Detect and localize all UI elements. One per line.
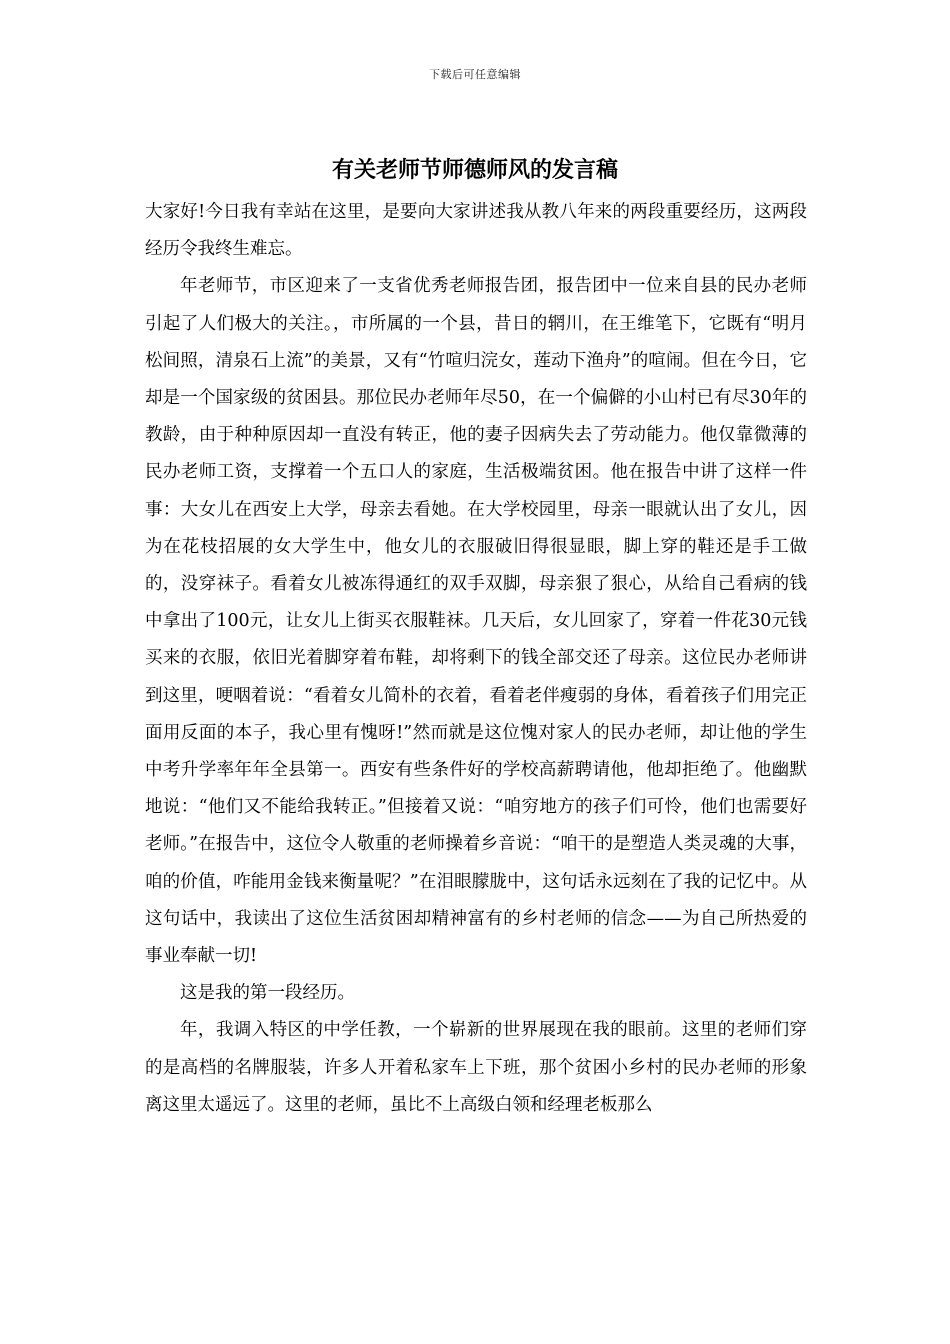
header-note: 下载后可任意编辑 — [429, 68, 521, 81]
paragraph-first-experience-summary: 这是我的第一段经历。 — [180, 983, 355, 1004]
paragraph-first-experience: 年老师节，市区迎来了一支省优秀老师报告团，报告团中一位来自县的民办老师引起了人们极大的关注。，市所属的一个县，昔日的辋川，在王维笔下，它既有“明月松间照，清泉石上流”的美景，又有“竹喧归浣女，莲动下渔舟”的喧闹。但在今日，它却是一个国家级的贫困县。那位民办老师年尽50，在一个偏僻的小山村已有尽30年的教龄，由于种种原因却一直没有转正，他的妻子因病失去了劳动能力。他仅靠微薄的民办老师工资，支撑着一个五口人的家庭，生活极端贫困。他在报告中讲了这样一件事：大女儿在西安上大学，母亲去看她。在大学校园里，母亲一眼就认出了女儿，因为在花枝招展的女大学生中，他女儿的衣服破旧得很显眼，脚上穿的鞋还是手工做的，没穿袜子。看着女儿被冻得通红的双手双脚，母亲狠了狠心，从给自己看病的钱中拿出了100元，让女儿上街买衣服鞋袜。几天后，女儿回家了，穿着一件花30元钱买来的衣服，依旧光着脚穿着布鞋，却将剩下的钱全部交还了母亲。这位民办老师讲到这里，哽咽着说：“看着女儿简朴的衣着，看着老伴瘦弱的身体，看着孩子们用完正面用反面的本子，我心里有愧呀!”然而就是这位愧对家人的民办老师，却让他的学生中考升学率年年全县第一。西安有些条件好的学校高薪聘请他，他却拒绝了。他幽默地说：“他们又不能给我转正。”但接着又说：“咱穷地方的孩子们可怜，他们也需要好老师。”在报告中，这位令人敬重的老师操着乡音说：“咱干的是塑造人类灵魂的大事，咱的价值，咋能用金钱来衡量呢？”在泪眼朦胧中，这句话永远刻在了我的记忆中。从这句话中，我读出了这位生活贫困却精神富有的乡村老师的信念——为自己所热爱的事业奉献一切! — [145, 276, 807, 967]
paragraph-greeting: 大家好!今日我有幸站在这里，是要向大家讲述我从教八年来的两段重要经历，这两段经历令我终生难忘。 — [145, 202, 807, 260]
document-body — [145, 194, 807, 1124]
paragraph-second-experience: 年，我调入特区的中学任教，一个崭新的世界展现在我的眼前。这里的老师们穿的是高档的名牌服装，许多人开着私家车上下班，那个贫困小乡村的民办老师的形象离这里太遥远了。这里的老师，虽比不上高级白领和经理老板那么 — [145, 1020, 807, 1115]
document-title: 有关老师节师德师风的发言稿 — [331, 157, 618, 183]
